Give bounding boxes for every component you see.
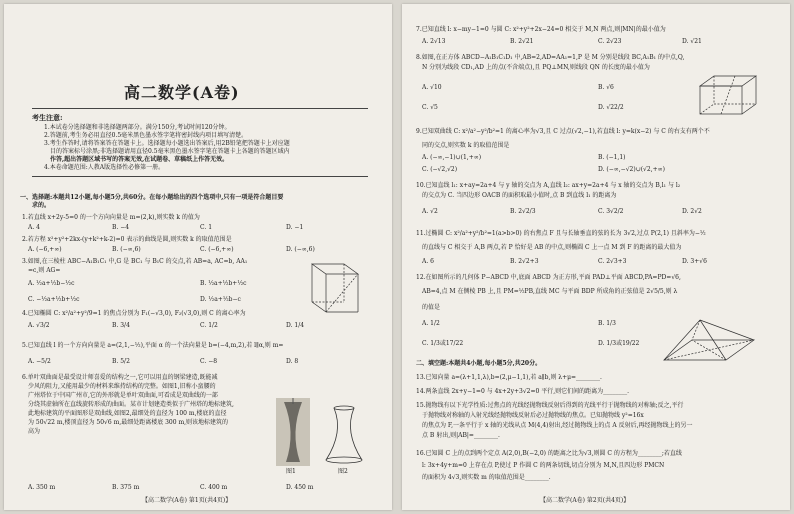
option: B. 2√2+3 [510,258,539,265]
question-10-line: 的交点为 C. 当四边形 OACB 的面积取最小值时,点 B 到直线 l₁ 的距离为 [422,192,617,199]
question-8-line: N 分别为线段 CD₁,AD 上的点(不含端点),且 PQ⊥MN,则线段 QN 的长度的最小值为 [422,64,650,71]
figure-1-caption: 图1 [286,468,296,475]
question-13: 13.已知向量 a=(λ+1,1,λ),b=(2,μ−1,1),若 a∥b,则 λ+μ=________. [416,374,602,381]
option: C. 1/3或17/22 [422,340,464,347]
option: D. √22/2 [598,104,624,111]
question-9-line: 同的交点,则实数 k 的取值范围是 [422,142,510,149]
question-12-line: 的值是 [422,304,441,311]
question-4: 4.已知椭圆 C: x²/a²+y²/9=1 的焦点分别为 F₁(−√3,0), F₂(√3,0),则 C 的离心率为 [22,310,246,317]
title-rule [32,108,368,109]
question-10: 10.已知直线 l₁: x+ay=2a+4 与 y 轴的交点为 A,直线 l₂: ax+y=2a+4 与 x 轴的交点为 B,l₁ 与 l₂ [416,182,681,189]
option: D. 450 m [286,484,314,491]
notice-title: 考生注意: [32,113,63,122]
question-16: 16.已知圆 C 上的点到两个定点 A(2,0),B(−2,0) 的距离之比为√3,则圆 C 的方程为________;若直线 [416,450,682,457]
page-left [4,4,392,510]
option: A. √10 [422,84,442,91]
exam-title: 高二数学(A卷) [124,83,240,102]
option: C. 1 [200,224,213,231]
option: B. 2√2/3 [510,208,536,215]
question-6-line: 广州塔位于中国广州市,它的外形就是单叶双曲面,可看成是双曲线的一部 [28,392,218,399]
question-6-line: 少风的阻力,又能用最少的材料来维持结构的完整。如图1,旧称小蛮腰的 [28,383,216,390]
option: D. 3+√6 [682,258,707,265]
question-7: 7.已知直线 l: x−my−1=0 与圆 C: x²+y²+2x−24=0 相交于 M,N 两点,则|MN|的最小值为 [416,26,666,33]
notice-line: 4.本卷命题范围:人教A版选择性必修第一册。 [44,164,165,171]
option: C. 3√2/2 [598,208,624,215]
option: D. √21 [682,38,702,45]
pyramid-figure [660,316,760,364]
option: D. 1/4 [286,322,305,329]
figure-2-caption: 图2 [338,468,348,475]
page-right [402,4,790,510]
option: C. √5 [422,104,438,111]
question-6-line: 分绕其虚轴所在直线旋转形成的曲面。某市计划建造类似于广州塔的地标建筑, [28,401,234,408]
question-6-line: 高为 [28,428,41,435]
question-12-line: AB=4,点 M 在侧棱 PB 上,且 PM=½PB,直线 MC 与平面 BDP 所成角的正弦值是 2√5/5,则 λ [422,288,678,295]
question-3: 3.如图,在三棱柱 ABC−A₁B₁C₁ 中,G 是 BC₁ 与 B₁C 的交点,若 AB=a, AC=b, AA₁ [22,258,248,265]
question-11: 11.过椭圆 C: x²/a²+y²/b²=1(a>b>0) 的右焦点 F 且与长轴垂直的弦的长为 3√2,过点 P(2,1) 且斜率为−½ [416,230,706,237]
option: B. √6 [598,84,614,91]
option: C. 400 m [200,484,228,491]
option: D. 8 [286,358,299,365]
option: C. (−√2,√2) [422,166,458,173]
section-heading: 一、选择题:本题共12小题,每小题5分,共60分。在每小题给出的四个选项中,只有一项是符合题目要 [20,194,284,201]
option: B. ½a+½b+½c [200,280,247,287]
notice-line: 3.考生作答时,请将答案答在答题卡上。选择题每小题选出答案后,用2B铅笔把答题卡上对应题 [44,140,290,147]
notice-line: 1.本试卷分选择题和非选择题两部分。满分150分,考试时间120分钟。 [44,124,231,131]
notice-line: 作答,超出答题区域书写的答案无效,在试题卷、草稿纸上作答无效。 [50,156,229,163]
option: A. −5/2 [28,358,51,365]
page-footer: 【高二数学(A卷) 第2页(共4页)】 [540,497,630,504]
option: A. 350 m [28,484,56,491]
option: C. −½a+½b+½c [28,296,80,303]
page-footer: 【高二数学(A卷) 第1页(共4页)】 [142,497,232,504]
notice-rule [32,176,368,177]
option: C. 1/2 [200,322,218,329]
section-2-heading: 二、填空题:本题共4小题,每小题5分,共20分。 [416,360,542,367]
question-15-line: 于抛物线对称轴的入射光线经抛物线反射后必过抛物线的焦点。已知抛物线 y²=16x [422,412,644,419]
question-6: 6.单叶双曲面是最受设计师喜爱的结构之一,它可以用直的钢梁建造,既能减 [22,374,218,381]
question-14: 14.两条直线 2x+y−1=0 与 4x+2y+3√2=0 平行,则它们间的距离为________. [416,388,630,395]
option: B. 375 m [112,484,140,491]
prism-figure [304,256,366,316]
question-8: 8.如图,在正方体 ABCD−A₁B₁C₁D₁ 中,AB=2,AD=AA₁=1,P 是 M 分别是线段 BC,A₁B₁ 的中点,Q, [416,54,685,61]
option: D. 2√2 [682,208,702,215]
option: B. 5/2 [112,358,130,365]
option: A. (−6,+∞) [28,246,62,253]
option: C. (−6,+∞) [200,246,234,253]
option: C. −8 [200,358,218,365]
option: B. (−1,1) [598,154,626,161]
option: A. 4 [28,224,40,231]
section-heading-cont: 求的。 [32,202,51,209]
option: A. 6 [422,258,434,265]
option: D. ½a+½b−c [200,296,241,303]
option: A. 2√13 [422,38,446,45]
option: D. 1/3或19/22 [598,340,640,347]
option: A. √3/2 [28,322,50,329]
option: A. ½a+½b−½c [28,280,75,287]
cube-figure [694,70,764,120]
hyperbola-figure [322,404,366,464]
question-12: 12.在如图所示的几何体 P−ABCD 中,底面 ABCD 为正方形,平面 PAD⊥平面 ABCD,PA=PD=√6, [416,274,681,281]
option: D. −1 [286,224,304,231]
question-15-line: 点 B 射出,则|AB|=________. [422,432,500,439]
option: D. (−∞,−√2)∪(√2,+∞) [598,166,665,173]
question-11-line: 的直线与 C 相交于 A,B 两点,若 P 恰好是 AB 的中点,则椭圆 C 上一点 M 到 F 的距离的最大值为 [422,244,682,251]
notice-line: 目的答案标号涂黑;非选择题请用直径0.5毫米黑色墨水签字笔在答题卡上各题的答题区域内 [50,148,290,155]
option: D. (−∞,6) [286,246,315,253]
option: A. 1/2 [422,320,440,327]
option: A. √2 [422,208,438,215]
option: B. −4 [112,224,130,231]
question-6-line: 为 50√22 m,楼顶直径为 50√6 m,最细处距离楼底 300 m,则该地标建筑的 [28,419,229,426]
question-5: 5.已知直线 l 的一个方向向量是 a=(2,1,−½),平面 α 的一个法向量是 b=(−4,m,2),若 l∥α,则 m= [22,342,284,349]
option: B. 1/3 [598,320,616,327]
option: B. 3/4 [112,322,130,329]
notice-line: 2.答题前,考生务必用直径0.5毫米黑色墨水签字笔将密封线内项目填写清楚。 [44,132,248,139]
question-15-line: 的焦点为 F,一条平行于 x 轴的光线从点 M(4,4)射出,经过抛物线上的点 A 反射后,再经抛物线上的另一 [422,422,693,429]
question-15: 15.抛物线有以下光学性质:过焦点的光线经抛物线反射后得到的光线平行于抛物线的对称轴;反之,平行 [416,402,684,409]
option: C. 2√3+3 [598,258,627,265]
option: A. (−∞,−1)∪(1,+∞) [422,154,482,161]
question-16-line: l: 3x+4y+m=0 上存在点 P,使过 P 作圆 C 的两条切线,切点分别为 M,N,且四边形 PMCN [422,462,665,469]
tower-photo [276,398,310,466]
question-1: 1.若直线 x+2y-5=0 的一个方向向量是 m=(2,k),则实数 k 的值为 [22,214,200,221]
question-6-line: 此地标建筑的平面图形是双曲线,如图2,最细处的直径为 100 m,楼底的直径 [28,410,227,417]
question-2: 2.若方程 x²+y²+2kx-(y+k²+k-2)=0 表示的曲线是圆,则实数 k 的取值范围是 [22,236,232,243]
option: B. 2√21 [510,38,534,45]
question-16-line: 的面积为 4√3,则实数 m 的取值范围是________. [422,474,551,481]
option: C. 2√23 [598,38,622,45]
question-9: 9.已知双曲线 C: x²/a²−y²/b²=1 的离心率为√3,且 C 过点(√2,−1),若直线 l: y=k(x−2) 与 C 的右支有两个不 [416,128,710,135]
option: B. (−∞,6) [112,246,141,253]
question-3-cont: =c,则 AG= [28,267,61,274]
